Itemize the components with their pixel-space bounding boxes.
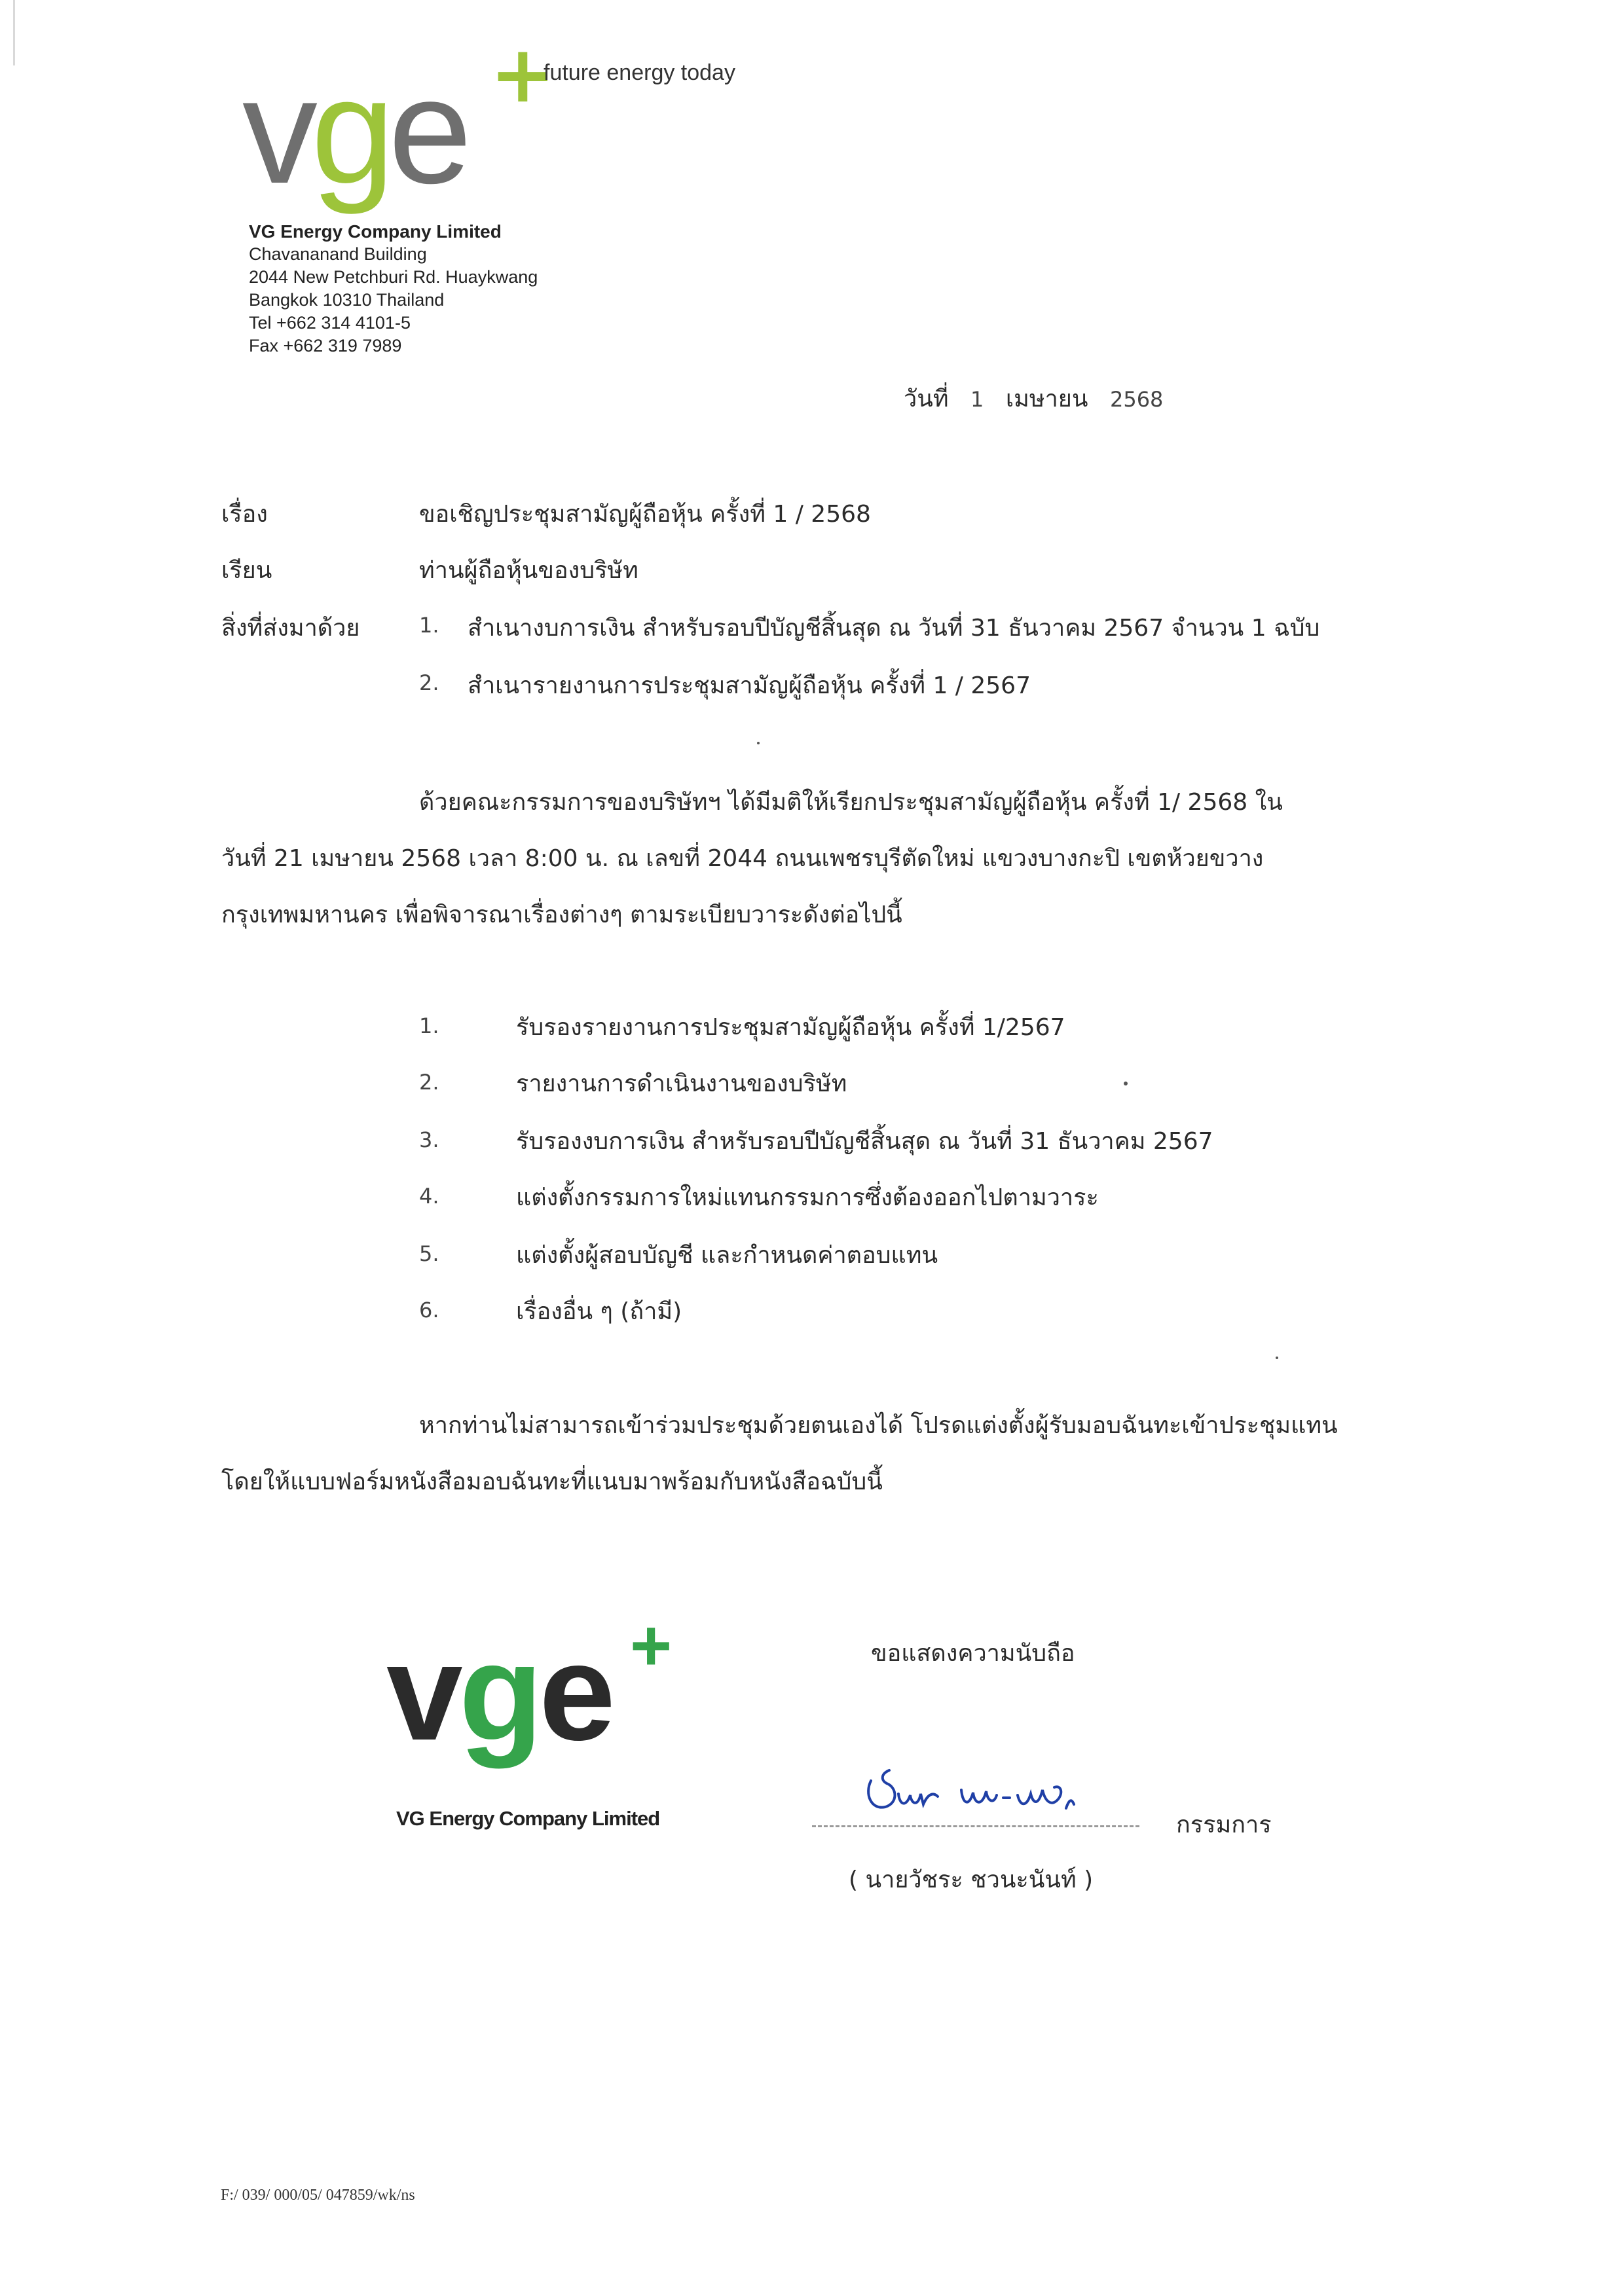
logo-v: v [242,46,311,215]
signature-line [812,1825,1139,1827]
agenda-item: เรื่องอื่น ๆ (ถ้ามี) [516,1298,682,1325]
agenda-number: 6. [419,1298,439,1322]
date-day: 1 [970,387,984,412]
agenda-number: 5. [419,1241,439,1266]
agenda-number: 2. [419,1070,439,1095]
scan-speck [757,742,760,744]
company-stamp-logo [386,1605,673,1769]
to-text: ท่านผู้ถือหุ้นของบริษัท [419,557,638,584]
to-label: เรียน [221,557,272,584]
phone-line: Tel +662 314 4101-5 [249,313,411,333]
agenda-item: รายงานการดำเนินงานของบริษัท [516,1070,847,1097]
document-reference: F:/ 039/ 000/05/ 047859/wk/ns [221,2187,415,2204]
date-month: เมษายน [1005,386,1088,412]
agenda-item: รับรองรายงานการประชุมสามัญผู้ถือหุ้น ครั้งที่ 1/2567 [516,1014,1065,1041]
stamp-v: v [386,1615,459,1769]
enclosure-item: สำเนางบการเงิน สำหรับรอบปีบัญชีสิ้นสุด ณ วันที่ 31 ธันวาคม 2567 จำนวน 1 ฉบับ [468,615,1320,642]
scan-speck [1124,1082,1128,1085]
stamp-plus-icon: + [630,1605,673,1686]
agenda-item: แต่งตั้งผู้สอบบัญชี และกำหนดค่าตอบแทน [516,1242,938,1269]
signatory-name: ( นายวัชระ ชวนะนันท์ ) [849,1867,1094,1893]
paragraph-line: โดยให้แบบฟอร์มหนังสือมอบฉันทะที่แนบมาพร้อมกับหนังสือฉบับนี้ [221,1468,883,1495]
date-label: วันที่ [904,386,949,412]
scan-edge [13,0,15,65]
enclosure-item: สำเนารายงานการประชุมสามัญผู้ถือหุ้น ครั้งที่ 1 / 2567 [468,672,1031,699]
paragraph-line: วันที่ 21 เมษายน 2568 เวลา 8:00 น. ณ เลขที่ 2044 ถนนเพชรบุรีตัดใหม่ แขวงบางกะปิ เขตห้วยขวาง [221,845,1264,872]
address-line: Chavananand Building [249,244,427,264]
agenda-number: 3. [419,1127,439,1152]
logo-e: e [388,46,466,215]
subject-label: เรื่อง [221,501,268,528]
stamp-company-name: VG Energy Company Limited [396,1807,660,1830]
enclosures-label: สิ่งที่ส่งมาด้วย [221,615,360,642]
enclosure-number: 1. [419,613,439,638]
fax-line: Fax +662 319 7989 [249,336,402,355]
agenda-item: รับรองงบการเงิน สำหรับรอบปีบัญชีสิ้นสุด ณ วันที่ 31 ธันวาคม 2567 [516,1128,1213,1155]
handwritten-signature [858,1761,1146,1820]
address-line: 2044 New Petchburi Rd. Huaykwang [249,267,538,287]
company-name: VG Energy Company Limited [249,221,502,242]
logo-g: g [311,46,388,215]
signatory-title: กรรมการ [1176,1812,1272,1838]
paragraph-line: กรุงเทพมหานคร เพื่อพิจารณาเรื่องต่างๆ ตามระเบียบวาระดังต่อไปนี้ [221,902,902,928]
paragraph-line: ด้วยคณะกรรมการของบริษัทฯ ได้มีมติให้เรียกประชุมสามัญผู้ถือหุ้น ครั้งที่ 1/ 2568 ใน [419,789,1283,816]
address-line: Bangkok 10310 Thailand [249,290,445,310]
closing-regards: ขอแสดงความนับถือ [871,1640,1075,1667]
stamp-g: g [458,1615,540,1769]
stamp-e: e [539,1615,612,1769]
company-address [249,220,538,357]
date-year: 2568 [1109,387,1164,412]
paragraph-line: หากท่านไม่สามารถเข้าร่วมประชุมด้วยตนเองได้ โปรดแต่งตั้งผู้รับมอบฉันทะเข้าประชุมแทน [419,1412,1338,1439]
scan-speck [1276,1357,1278,1359]
agenda-number: 4. [419,1184,439,1209]
enclosure-number: 2. [419,670,439,695]
vge-logo [242,29,557,215]
logo-plus-icon: + [490,29,556,120]
agenda-number: 1. [419,1013,439,1038]
letter-date [904,380,1163,417]
subject-text: ขอเชิญประชุมสามัญผู้ถือหุ้น ครั้งที่ 1 / 2568 [419,501,871,528]
tagline: future energy today [544,60,735,85]
agenda-item: แต่งตั้งกรรมการใหม่แทนกรรมการซึ่งต้องออกไปตามวาระ [516,1184,1099,1211]
